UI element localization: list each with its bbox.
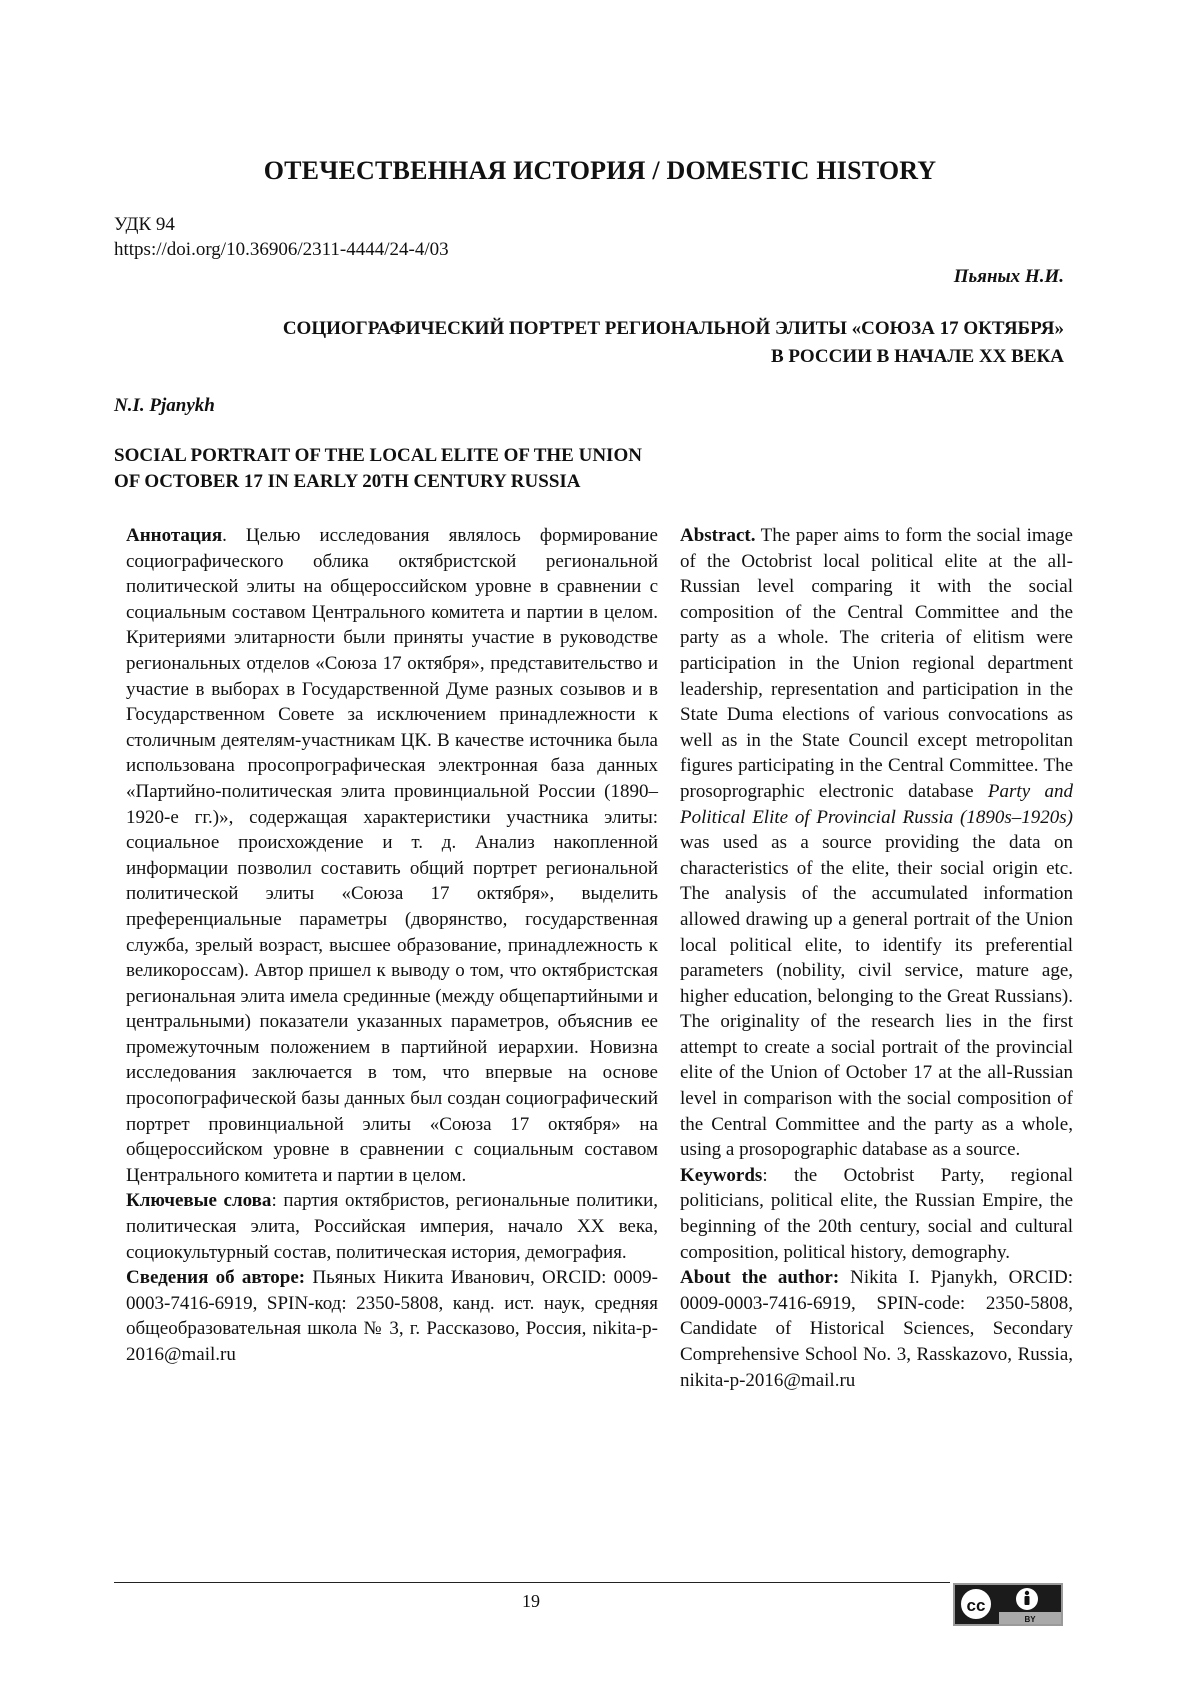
keywords-en <box>680 1163 1073 1265</box>
russian-column <box>126 523 658 1368</box>
abstract-text-en-1: The paper aims to form the social image of the Octobrist local political elite at the all-Russian level comparing it with the social composition of the Central Committee and the party as a whole. The criteria of elitism were participation in the Union regional department leadership, representation and participation in the State Duma elections of various convocations as well as in the State Council except metropolitan figures participating in the Central Committee. The prosoprographic electronic database <box>680 525 1073 802</box>
author-info-text-ru: Пьяных Никита Иванович, ORCID: 0009-0003-7416-6919, SPIN-код: 2350-5808, канд. ист. наук, средняя общеобразовательная школа № 3, г. Рассказово, Россия, nikita-p-2016@mail.ru <box>126 1267 658 1365</box>
keywords-label-ru: Ключевые слова <box>126 1190 272 1212</box>
author-info-text-en: Nikita I. Pjanykh, ORCID: 0009-0003-7416-6919, SPIN-code: 2350-5808, Candidate of Historical Sciences, Secondary Comprehensive School No. 3, Rasskazovo, Russia, nikita-p-2016@mail.ru <box>680 1267 1073 1391</box>
section-heading: ОТЕЧЕСТВЕННАЯ ИСТОРИЯ / DOMESTIC HISTORY <box>263 156 937 185</box>
english-column <box>680 523 1073 1393</box>
article-title-ru-line-2: В РОССИИ В НАЧАЛЕ XX ВЕКА <box>771 346 1064 367</box>
keywords-text-ru: : партия октябристов, региональные политики, политическая элита, Российская империя, начало XX века, социокультурный состав, политическая история, демография. <box>126 1190 658 1263</box>
author-name-ru: Пьяных Н.И. <box>953 266 1064 287</box>
keywords-label-en: Keywords <box>680 1164 763 1186</box>
author-info-label-ru: Сведения об авторе: <box>126 1267 306 1289</box>
abstract-database-en: Party and Political Elite of Provincial Russia (1890s–1920s) <box>680 780 1073 828</box>
page-number: 19 <box>522 1591 540 1611</box>
author-info-label-en: About the author: <box>680 1267 840 1289</box>
article-title-en-line-2: OF OCTOBER 17 IN EARLY 20TH CENTURY RUSSIA <box>114 471 581 492</box>
svg-text:cc: cc <box>966 1596 986 1615</box>
abstract-text-en-2: was used as a source providing the data on characteristics of the elite, their social origin etc. The analysis of the accumulated information allowed drawing up a general portrait of the Union local political elite, to identify its preferential parameters (nobility, civil service, mature age, higher education, belonging to the Great Russians). The originality of the research lies in the first attempt to create a social portrait of the provincial elite of the Union of October 17 at the all-Russian level in comparison with the social composition of the Central Committee and the party as a whole, using a prosopographic database as a source. <box>680 832 1073 1161</box>
author-name-en: N.I. Pjanykh <box>114 395 215 416</box>
article-title-en <box>114 443 814 495</box>
doi-link[interactable]: https://doi.org/10.36906/2311-4444/24-4/03 <box>114 239 449 260</box>
footer-divider <box>114 1582 950 1583</box>
license-badge-text: BY <box>1024 1615 1036 1624</box>
author-info-ru <box>126 1265 658 1367</box>
abstract-ru <box>126 523 658 1188</box>
abstract-label-ru: Аннотация <box>126 525 223 546</box>
article-title-ru <box>84 315 1064 371</box>
abstract-text-ru: . Целью исследования являлось формирование социографического облика октябристской региональной политической элиты на общероссийском уровне в сравнении с социальным составом Центрального комитета и партии в целом. Критериями элитарности были приняты участие в руководстве региональных отделов «Союза 17 октября», представительство и участие в выборах в Государственной Думе разных созывов и в Государственном Совете за исключением принадлежности к столичным деятелям-участникам ЦК. В качестве источника была использована просопрографическая электронная база данных «Партийно-политическая элита провинциальной России (1890–1920-е гг.)», содержащая характеристики участника элиты: социальное происхождение и т. д. Анализ накопленной информации позволил составить общий портрет региональной политической элиты «Союза 17 октября», выделить преференциальные параметры (дворянство, государственная служба, зрелый возраст, высшее образование, принадлежность к великороссам). Автор пришел к выводу о том, что октябристская региональная элита имела срединные (между общепартийными и центральными) показатели указанных параметров, объяснив ее промежуточным положением в партийной иерархии. Новизна исследования заключается в том, что впервые на основе просопографической базы данных был создан социографический портрет провинциальной элиты «Союза 17 октября» на общероссийском уровне в сравнении с социальным составом Центрального комитета и партии в целом. <box>126 525 658 1186</box>
keywords-ru <box>126 1188 658 1265</box>
udk-code: УДК 94 <box>114 214 175 235</box>
abstract-label-en: Abstract. <box>680 525 756 546</box>
author-info-en <box>680 1265 1073 1393</box>
cc-by-license-icon[interactable] <box>953 1583 1063 1626</box>
keywords-text-en: : the Octobrist Party, regional politicians, political elite, the Russian Empire, the beginning of the 20th century, social and cultural composition, political history, demography. <box>680 1164 1073 1263</box>
abstract-en <box>680 523 1073 1163</box>
article-title-en-line-1: SOCIAL PORTRAIT OF THE LOCAL ELITE OF THE UNION <box>114 445 642 466</box>
article-title-ru-line-1: СОЦИОГРАФИЧЕСКИЙ ПОРТРЕТ РЕГИОНАЛЬНОЙ ЭЛИТЫ «СОЮЗА 17 ОКТЯБРЯ» <box>282 318 1064 339</box>
